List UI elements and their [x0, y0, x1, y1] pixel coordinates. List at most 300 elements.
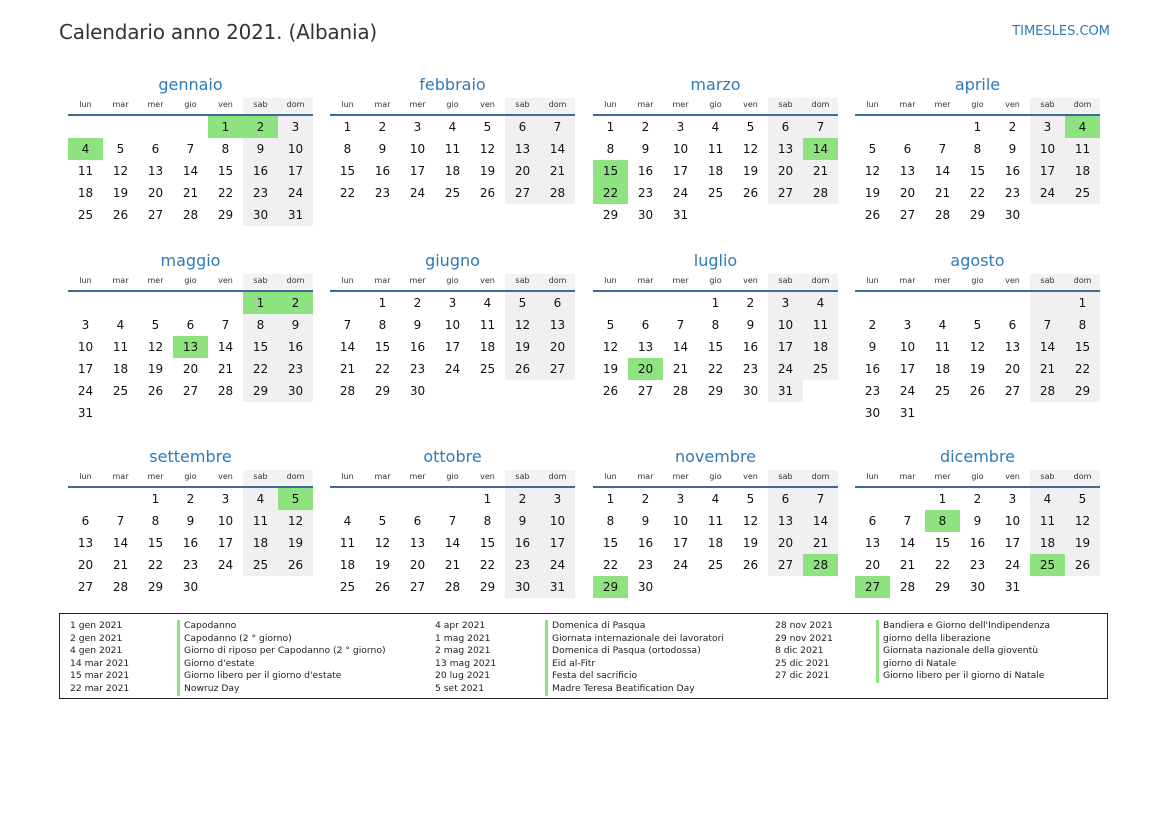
day[interactable]: 7 [540, 116, 575, 138]
day[interactable]: 24 [278, 182, 313, 204]
day[interactable]: 24 [217, 558, 234, 572]
day[interactable]: 17 [1004, 536, 1021, 550]
day[interactable]: 20 [899, 186, 916, 200]
day[interactable]: 18 [707, 536, 724, 550]
day[interactable]: 19 [864, 186, 881, 200]
day[interactable]: 29 [217, 208, 234, 222]
day[interactable]: 30 [864, 406, 881, 420]
day[interactable]: 13 [637, 340, 654, 354]
day[interactable]: 13 [147, 164, 164, 178]
day[interactable]: 31 [77, 406, 94, 420]
day[interactable]: 9 [243, 138, 278, 160]
day[interactable]: 4 [343, 514, 352, 528]
day[interactable]: 24 [77, 384, 94, 398]
day[interactable]: 25 [934, 384, 951, 398]
day[interactable]: 20 [147, 186, 164, 200]
day[interactable]: 8 [151, 514, 160, 528]
day[interactable]: 2 [641, 492, 650, 506]
day[interactable]: 23 [742, 362, 759, 376]
day[interactable]: 12 [742, 514, 759, 528]
day[interactable]: 14 [540, 138, 575, 160]
day[interactable]: 29 [243, 380, 278, 402]
day[interactable]: 8 [606, 142, 615, 156]
day[interactable]: 23 [374, 186, 391, 200]
day[interactable]: 1 [973, 120, 982, 134]
day[interactable]: 22 [1065, 358, 1100, 380]
day[interactable]: 30 [742, 384, 759, 398]
day[interactable]: 19 [1065, 532, 1100, 554]
day[interactable]: 15 [934, 536, 951, 550]
day[interactable]: 8 [973, 142, 982, 156]
day[interactable]: 8 [221, 142, 230, 156]
day[interactable]: 30 [243, 204, 278, 226]
day[interactable]: 21 [182, 186, 199, 200]
day[interactable]: 27 [182, 384, 199, 398]
day[interactable]: 6 [868, 514, 877, 528]
day[interactable]: 5 [1065, 488, 1100, 510]
day[interactable]: 8 [1065, 314, 1100, 336]
day[interactable]: 1 [343, 120, 352, 134]
day[interactable]: 17 [77, 362, 94, 376]
day[interactable]: 30 [637, 580, 654, 594]
day[interactable]: 3 [540, 488, 575, 510]
day[interactable]: 11 [1065, 138, 1100, 160]
day[interactable]: 6 [186, 318, 195, 332]
day[interactable]: 30 [1004, 208, 1021, 222]
day[interactable]: 20 [768, 532, 803, 554]
day[interactable]: 7 [676, 318, 685, 332]
holiday-day[interactable]: 22 [593, 182, 628, 204]
day[interactable]: 9 [505, 510, 540, 532]
day[interactable]: 22 [479, 558, 496, 572]
day[interactable]: 19 [969, 362, 986, 376]
day[interactable]: 16 [864, 362, 881, 376]
day[interactable]: 31 [278, 204, 313, 226]
day[interactable]: 7 [938, 142, 947, 156]
day[interactable]: 11 [339, 536, 356, 550]
day[interactable]: 20 [505, 160, 540, 182]
day[interactable]: 14 [444, 536, 461, 550]
day[interactable]: 28 [217, 384, 234, 398]
day[interactable]: 28 [112, 580, 129, 594]
day[interactable]: 22 [147, 558, 164, 572]
day[interactable]: 30 [409, 384, 426, 398]
day[interactable]: 24 [672, 558, 689, 572]
day[interactable]: 28 [182, 208, 199, 222]
day[interactable]: 26 [969, 384, 986, 398]
day[interactable]: 6 [151, 142, 160, 156]
day[interactable]: 17 [768, 336, 803, 358]
holiday-day[interactable]: 14 [803, 138, 838, 160]
day[interactable]: 24 [899, 384, 916, 398]
day[interactable]: 15 [147, 536, 164, 550]
day[interactable]: 14 [934, 164, 951, 178]
day[interactable]: 21 [672, 362, 689, 376]
day[interactable]: 3 [448, 296, 457, 310]
day[interactable]: 3 [1008, 492, 1017, 506]
day[interactable]: 15 [1065, 336, 1100, 358]
day[interactable]: 23 [243, 182, 278, 204]
day[interactable]: 10 [672, 142, 689, 156]
day[interactable]: 22 [707, 362, 724, 376]
day[interactable]: 19 [278, 532, 313, 554]
day[interactable]: 13 [505, 138, 540, 160]
day[interactable]: 22 [934, 558, 951, 572]
day[interactable]: 24 [444, 362, 461, 376]
day[interactable]: 10 [444, 318, 461, 332]
day[interactable]: 2 [186, 492, 195, 506]
day[interactable]: 4 [1030, 488, 1065, 510]
day[interactable]: 17 [278, 160, 313, 182]
day[interactable]: 26 [742, 186, 759, 200]
day[interactable]: 13 [768, 138, 803, 160]
day[interactable]: 5 [378, 514, 387, 528]
day[interactable]: 2 [973, 492, 982, 506]
day[interactable]: 9 [641, 514, 650, 528]
day[interactable]: 18 [112, 362, 129, 376]
day[interactable]: 28 [540, 182, 575, 204]
day[interactable]: 2 [413, 296, 422, 310]
day[interactable]: 1 [483, 492, 492, 506]
day[interactable]: 4 [711, 120, 720, 134]
day[interactable]: 7 [1030, 314, 1065, 336]
day[interactable]: 7 [116, 514, 125, 528]
day[interactable]: 17 [409, 164, 426, 178]
day[interactable]: 2 [1008, 120, 1017, 134]
day[interactable]: 23 [637, 186, 654, 200]
day[interactable]: 4 [938, 318, 947, 332]
day[interactable]: 11 [77, 164, 94, 178]
day[interactable]: 29 [1065, 380, 1100, 402]
day[interactable]: 12 [278, 510, 313, 532]
day[interactable]: 25 [243, 554, 278, 576]
day[interactable]: 5 [606, 318, 615, 332]
day[interactable]: 24 [768, 358, 803, 380]
day[interactable]: 27 [409, 580, 426, 594]
day[interactable]: 8 [243, 314, 278, 336]
day[interactable]: 22 [243, 358, 278, 380]
day[interactable]: 4 [448, 120, 457, 134]
day[interactable]: 20 [1004, 362, 1021, 376]
day[interactable]: 11 [1030, 510, 1065, 532]
day[interactable]: 5 [483, 120, 492, 134]
day[interactable]: 19 [147, 362, 164, 376]
day[interactable]: 23 [637, 558, 654, 572]
day[interactable]: 7 [803, 116, 838, 138]
holiday-day[interactable]: 13 [173, 336, 208, 358]
day[interactable]: 6 [540, 292, 575, 314]
day[interactable]: 23 [278, 358, 313, 380]
day[interactable]: 11 [707, 514, 724, 528]
day[interactable]: 11 [934, 340, 951, 354]
day[interactable]: 6 [413, 514, 422, 528]
day[interactable]: 1 [378, 296, 387, 310]
day[interactable]: 15 [243, 336, 278, 358]
day[interactable]: 1 [606, 120, 615, 134]
day[interactable]: 21 [339, 362, 356, 376]
day[interactable]: 3 [413, 120, 422, 134]
day[interactable]: 25 [803, 358, 838, 380]
day[interactable]: 26 [374, 580, 391, 594]
day[interactable]: 21 [1030, 358, 1065, 380]
day[interactable]: 31 [672, 208, 689, 222]
day[interactable]: 14 [217, 340, 234, 354]
day[interactable]: 2 [746, 296, 755, 310]
day[interactable]: 25 [707, 186, 724, 200]
day[interactable]: 11 [479, 318, 496, 332]
holiday-day[interactable]: 27 [855, 576, 890, 598]
day[interactable]: 1 [1065, 292, 1100, 314]
day[interactable]: 18 [934, 362, 951, 376]
day[interactable]: 13 [409, 536, 426, 550]
day[interactable]: 31 [899, 406, 916, 420]
day[interactable]: 16 [742, 340, 759, 354]
day[interactable]: 12 [374, 536, 391, 550]
day[interactable]: 25 [112, 384, 129, 398]
day[interactable]: 7 [448, 514, 457, 528]
day[interactable]: 28 [1030, 380, 1065, 402]
day[interactable]: 10 [409, 142, 426, 156]
day[interactable]: 30 [182, 580, 199, 594]
day[interactable]: 28 [899, 580, 916, 594]
day[interactable]: 28 [444, 580, 461, 594]
holiday-day[interactable]: 1 [243, 292, 278, 314]
day[interactable]: 9 [746, 318, 755, 332]
day[interactable]: 16 [374, 164, 391, 178]
day[interactable]: 21 [444, 558, 461, 572]
day[interactable]: 23 [969, 558, 986, 572]
day[interactable]: 21 [934, 186, 951, 200]
day[interactable]: 10 [768, 314, 803, 336]
day[interactable]: 17 [1030, 160, 1065, 182]
day[interactable]: 16 [637, 164, 654, 178]
day[interactable]: 7 [803, 488, 838, 510]
day[interactable]: 20 [540, 336, 575, 358]
day[interactable]: 18 [243, 532, 278, 554]
day[interactable]: 3 [903, 318, 912, 332]
day[interactable]: 10 [672, 514, 689, 528]
day[interactable]: 28 [934, 208, 951, 222]
day[interactable]: 23 [409, 362, 426, 376]
day[interactable]: 18 [1065, 160, 1100, 182]
day[interactable]: 27 [768, 182, 803, 204]
day[interactable]: 17 [899, 362, 916, 376]
day[interactable]: 8 [378, 318, 387, 332]
day[interactable]: 19 [112, 186, 129, 200]
day[interactable]: 1 [938, 492, 947, 506]
day[interactable]: 19 [505, 336, 540, 358]
day[interactable]: 12 [742, 142, 759, 156]
day[interactable]: 9 [413, 318, 422, 332]
day[interactable]: 14 [1030, 336, 1065, 358]
day[interactable]: 18 [803, 336, 838, 358]
day[interactable]: 30 [969, 580, 986, 594]
day[interactable]: 21 [803, 160, 838, 182]
day[interactable]: 16 [409, 340, 426, 354]
day[interactable]: 22 [374, 362, 391, 376]
day[interactable]: 12 [602, 340, 619, 354]
day[interactable]: 27 [77, 580, 94, 594]
day[interactable]: 12 [864, 164, 881, 178]
day[interactable]: 20 [182, 362, 199, 376]
day[interactable]: 17 [540, 532, 575, 554]
day[interactable]: 4 [803, 292, 838, 314]
day[interactable]: 3 [81, 318, 90, 332]
day[interactable]: 19 [374, 558, 391, 572]
holiday-day[interactable]: 2 [243, 116, 278, 138]
day[interactable]: 30 [505, 576, 540, 598]
day[interactable]: 9 [868, 340, 877, 354]
day[interactable]: 3 [278, 116, 313, 138]
day[interactable]: 11 [444, 142, 461, 156]
holiday-day[interactable]: 1 [208, 116, 243, 138]
holiday-day[interactable]: 8 [925, 510, 960, 532]
day[interactable]: 12 [479, 142, 496, 156]
day[interactable]: 17 [444, 340, 461, 354]
day[interactable]: 26 [505, 358, 540, 380]
day[interactable]: 26 [278, 554, 313, 576]
day[interactable]: 12 [1065, 510, 1100, 532]
day[interactable]: 18 [339, 558, 356, 572]
day[interactable]: 19 [742, 164, 759, 178]
day[interactable]: 10 [1004, 514, 1021, 528]
holiday-day[interactable]: 15 [593, 160, 628, 182]
day[interactable]: 24 [409, 186, 426, 200]
day[interactable]: 10 [540, 510, 575, 532]
day[interactable]: 13 [1004, 340, 1021, 354]
day[interactable]: 9 [186, 514, 195, 528]
day[interactable]: 26 [112, 208, 129, 222]
day[interactable]: 5 [746, 492, 755, 506]
day[interactable]: 10 [899, 340, 916, 354]
day[interactable]: 17 [672, 536, 689, 550]
day[interactable]: 1 [606, 492, 615, 506]
day[interactable]: 31 [1004, 580, 1021, 594]
day[interactable]: 14 [339, 340, 356, 354]
day[interactable]: 26 [1065, 554, 1100, 576]
day[interactable]: 19 [479, 164, 496, 178]
day[interactable]: 23 [182, 558, 199, 572]
day[interactable]: 8 [343, 142, 352, 156]
day[interactable]: 19 [602, 362, 619, 376]
day[interactable]: 18 [1030, 532, 1065, 554]
day[interactable]: 23 [864, 384, 881, 398]
day[interactable]: 14 [182, 164, 199, 178]
day[interactable]: 11 [803, 314, 838, 336]
day[interactable]: 6 [505, 116, 540, 138]
holiday-day[interactable]: 5 [278, 488, 313, 510]
day[interactable]: 19 [742, 536, 759, 550]
day[interactable]: 8 [483, 514, 492, 528]
day[interactable]: 3 [1030, 116, 1065, 138]
day[interactable]: 29 [602, 208, 619, 222]
day[interactable]: 22 [969, 186, 986, 200]
day[interactable]: 28 [672, 384, 689, 398]
day[interactable]: 25 [1065, 182, 1100, 204]
day[interactable]: 9 [641, 142, 650, 156]
day[interactable]: 24 [540, 554, 575, 576]
day[interactable]: 13 [768, 510, 803, 532]
day[interactable]: 3 [221, 492, 230, 506]
day[interactable]: 17 [217, 536, 234, 550]
day[interactable]: 6 [641, 318, 650, 332]
day[interactable]: 6 [81, 514, 90, 528]
day[interactable]: 11 [112, 340, 129, 354]
day[interactable]: 27 [768, 554, 803, 576]
day[interactable]: 10 [77, 340, 94, 354]
day[interactable]: 24 [672, 186, 689, 200]
day[interactable]: 2 [505, 488, 540, 510]
day[interactable]: 7 [903, 514, 912, 528]
day[interactable]: 27 [505, 182, 540, 204]
day[interactable]: 26 [602, 384, 619, 398]
day[interactable]: 22 [339, 186, 356, 200]
day[interactable]: 12 [112, 164, 129, 178]
day[interactable]: 26 [742, 558, 759, 572]
day[interactable]: 16 [278, 336, 313, 358]
day[interactable]: 15 [339, 164, 356, 178]
day[interactable]: 29 [147, 580, 164, 594]
day[interactable]: 1 [711, 296, 720, 310]
day[interactable]: 15 [217, 164, 234, 178]
day[interactable]: 7 [221, 318, 230, 332]
day[interactable]: 25 [77, 208, 94, 222]
day[interactable]: 15 [479, 536, 496, 550]
day[interactable]: 6 [768, 488, 803, 510]
day[interactable]: 31 [540, 576, 575, 598]
day[interactable]: 18 [479, 340, 496, 354]
day[interactable]: 20 [77, 558, 94, 572]
day[interactable]: 20 [409, 558, 426, 572]
day[interactable]: 21 [217, 362, 234, 376]
day[interactable]: 26 [479, 186, 496, 200]
day[interactable]: 12 [969, 340, 986, 354]
day[interactable]: 12 [147, 340, 164, 354]
day[interactable]: 7 [186, 142, 195, 156]
day[interactable]: 4 [116, 318, 125, 332]
day[interactable]: 26 [864, 208, 881, 222]
day[interactable]: 16 [505, 532, 540, 554]
day[interactable]: 22 [602, 558, 619, 572]
day[interactable]: 15 [969, 164, 986, 178]
holiday-day[interactable]: 28 [803, 554, 838, 576]
day[interactable]: 15 [374, 340, 391, 354]
day[interactable]: 9 [378, 142, 387, 156]
holiday-day[interactable]: 4 [68, 138, 103, 160]
day[interactable]: 4 [243, 488, 278, 510]
holiday-day[interactable]: 25 [1030, 554, 1065, 576]
day[interactable]: 27 [1004, 384, 1021, 398]
day[interactable]: 2 [641, 120, 650, 134]
day[interactable]: 5 [973, 318, 982, 332]
day[interactable]: 7 [343, 318, 352, 332]
day[interactable]: 21 [112, 558, 129, 572]
day[interactable]: 17 [672, 164, 689, 178]
day[interactable]: 4 [483, 296, 492, 310]
brand-link[interactable]: TIMESLES.COM [1012, 24, 1110, 39]
day[interactable]: 8 [711, 318, 720, 332]
day[interactable]: 5 [746, 120, 755, 134]
day[interactable]: 23 [505, 554, 540, 576]
day[interactable]: 3 [768, 292, 803, 314]
day[interactable]: 6 [903, 142, 912, 156]
day[interactable]: 9 [278, 314, 313, 336]
day[interactable]: 29 [374, 384, 391, 398]
day[interactable]: 16 [637, 536, 654, 550]
day[interactable]: 11 [707, 142, 724, 156]
day[interactable]: 27 [637, 384, 654, 398]
day[interactable]: 5 [151, 318, 160, 332]
